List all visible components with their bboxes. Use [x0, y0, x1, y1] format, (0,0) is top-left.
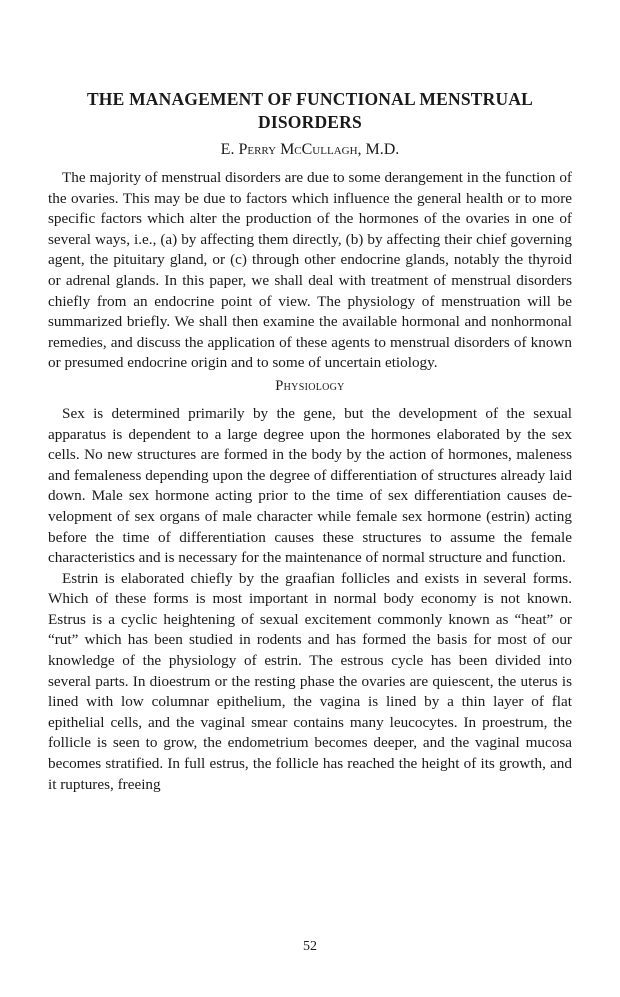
- physiology-paragraph-2: Estrin is elaborated chiefly by the graafian follicles and exists in several forms. Which of these forms is most important in normal body economy is not known. Estrus is a cyclic heightening of sexual excitement commonly known as “heat” or “rut” which has been studied in rodents and has formed the basis for most of our knowledge of the physiology of estrin. The estrous cycle has been divided into several parts. In dioestrum or the resting phase the ovaries are quiescent, the uterus is lined with low columnar epithelium, the vagina is lined by a thin layer of flat epithelial cells, and the vaginal smear contains many leucocytes. In proestrum, the follicle is seen to grow, the endometrium becomes deeper, and the vaginal mucosa becomes stratified. In full estrus, the follicle has reached the height of its growth, and it ruptures, freeing: [48, 569, 572, 793]
- article-page: [48, 88, 572, 795]
- page-number: 52: [303, 939, 317, 954]
- physiology-paragraph-1: Sex is determined primarily by the gene, but the development of the sexual apparatus is dependent to a large degree upon the hormones elaborated by the sex cells. No new structures are formed in the body by the action of hormones, maleness and femaleness depending upon the degree of differentiation of structures already laid down. Male sex hormone acting prior to the time of sex differentiation causes development of sex organs of male character while female sex hormone (estrin) acting before the time of differentiation causes these structures to assume the female characteristics and is necessary for the maintenance of normal structure and function.: [48, 404, 572, 567]
- article-author: E. Perry McCullagh, M.D.: [220, 141, 400, 158]
- section-heading-physiology: Physiology: [275, 377, 345, 394]
- article-title: THE MANAGEMENT OF FUNCTIONAL MENSTRUAL DISORDERS: [86, 89, 534, 132]
- intro-paragraph: The majority of menstrual disorders are due to some derangement in the function of the ovaries. This may be due to factors which influence the general health or to more specific factors which alter the production of the hormones of the ovaries in one of several ways, i.e., (a) by affecting them directly, (b) by affecting their chief governing agent, the pituitary gland, or (c) through other endocrine glands, notably the thyroid or adrenal glands. In this paper, we shall deal with treatment of menstrual disorders chiefly from an endocrine point of view. The physiology of menstruation will be summarized briefly. We shall then examine the available hormonal and nonhormonal remedies, and discuss the application of these agents to menstrual disorders of known or presumed endocrine origin and to some of uncertain etiology.: [48, 169, 572, 372]
